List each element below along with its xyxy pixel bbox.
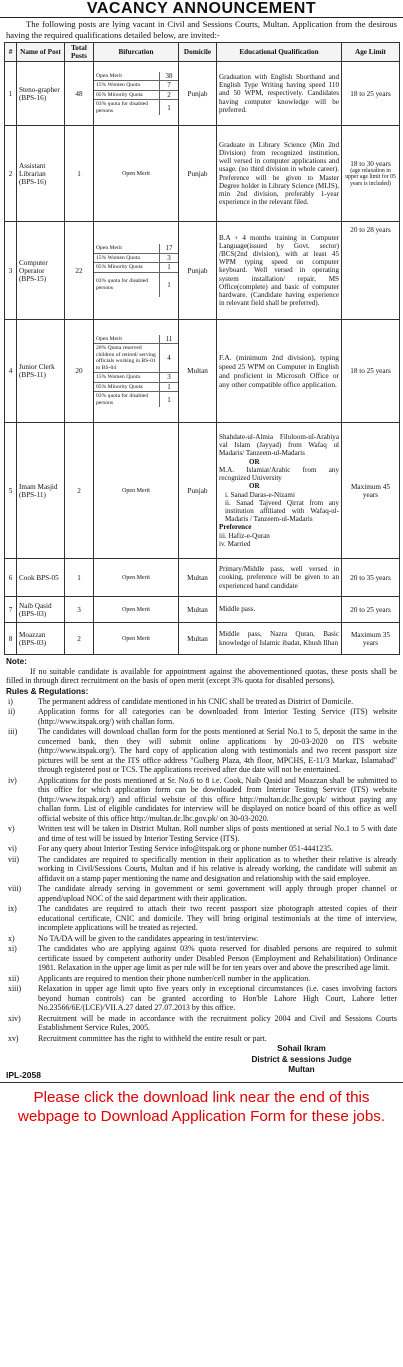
qualification: Middle pass, Nazra Quran, Basic knowledge of Islamic ibadat, Khush Ilhan — [217, 623, 342, 655]
rule-item — [8, 1034, 397, 1044]
bifurcation-cell: Open Merit — [94, 623, 179, 655]
row-number: 3 — [5, 222, 17, 320]
rule-text: The candidate already serving in government or semi government will apply through proper channel or append/upload NOC of the said department with their application. — [38, 884, 397, 903]
rule-number: iii) — [8, 727, 18, 737]
domicile: Punjab — [179, 62, 217, 126]
post-name: Computer Operator (BPS-15) — [17, 222, 65, 320]
col-header-bifurcation: Bifurcation — [94, 43, 179, 62]
qualification: B.A + 4 months training in Computer Language(issued by Govt. sector) /BCS(2nd division), with at least 45 WPM typing speed on computer keyboard. Well versed in operating system installation/ repair, MS Office(complete) and basic of computer hardware. (Candidate having experience in relevant field shall be preferred). — [217, 222, 342, 320]
rule-number: iv) — [8, 775, 17, 785]
rule-item — [8, 984, 397, 1013]
row-number: 2 — [5, 126, 17, 222]
post-name: Cook BPS-05 — [17, 559, 65, 597]
domicile: Punjab — [179, 423, 217, 559]
total-posts: 2 — [65, 423, 94, 559]
row-number: 5 — [5, 423, 17, 559]
total-posts: 48 — [65, 62, 94, 126]
rule-number: vi) — [8, 844, 17, 854]
age-limit: 18 to 30 years (age relaxation in upper age limit for 05 years is included) — [342, 126, 400, 222]
total-posts: 2 — [65, 623, 94, 655]
rule-item — [8, 934, 397, 944]
table-row — [5, 62, 400, 126]
bifurcation-cell: Open Merit — [94, 126, 179, 222]
post-name: Imam Masjid (BPS-11) — [17, 423, 65, 559]
total-posts: 1 — [65, 126, 94, 222]
qualification: Graduation with English Shorthand and English Type Writing having speed 110 and 50 WPM, respectively. Candidates having computer knowledge will be preferred. — [217, 62, 342, 126]
col-header-age: Age Limit — [342, 43, 400, 62]
row-number: 8 — [5, 623, 17, 655]
jobs-table — [4, 42, 400, 655]
rule-item — [8, 1014, 397, 1033]
rule-text: Written test will be taken in District Multan. Roll number slips of posts mentioned at serial No.1 to 5 with date and time of test will be issued by Interior Testing Service (ITS). — [38, 824, 397, 843]
col-header-qualification: Educational Qualification — [217, 43, 342, 62]
rule-item — [8, 974, 397, 984]
post-name: Junior Clerk (BPS-11) — [17, 320, 65, 423]
rule-item — [8, 884, 397, 903]
age-limit: 20 to 35 years — [342, 559, 400, 597]
domicile: Multan — [179, 320, 217, 423]
rule-item — [8, 697, 397, 707]
rule-number: vii) — [8, 854, 19, 864]
post-name: Steno-grapher (BPS-16) — [17, 62, 65, 126]
col-header-number: # — [5, 43, 17, 62]
rule-number: viii) — [8, 884, 22, 894]
qualification: Shahdate-ul-Almia Filuloom-ul-Arabiya val Islam (Jayyad) from Wafaq ul Madaris/ Tanzeem-ul-Madaris OR M.A. Islamiat/Arabic from any recognized University OR i. Sanad Daras-e-Nizami ii. Sanad Tajveed Qirrat from any institution affiliated with Wafaq-ul-Madaris / Tanzeem-ul-Madaris Preference iii. Hafiz-e-Quran iv. Married — [217, 423, 342, 559]
table-row — [5, 423, 400, 559]
table-row — [5, 559, 400, 597]
age-limit: 18 to 25 years — [342, 62, 400, 126]
note-title: Note: — [6, 657, 27, 666]
rule-text: Applications for the posts mentioned at Sr. No.6 to 8 i.e. Cook, Naib Qasid and Moazzan shall be submitted to this office for which application form can be downloaded from Interior Testing Service (ITS) website (http://www.itspak.org/) and official website of this office http://multan.dc.lhc.gov.pk/ without paying any challan form. List of eligible candidates for interview will be displayed on notice board of this office as well official website of this office http://multan.dc.lhc.gov.pk/ on 30-03-2020. — [38, 775, 397, 823]
rule-number: x) — [8, 933, 15, 943]
domicile: Multan — [179, 623, 217, 655]
bifurcation-cell: Open Merit 17 15% Women Quota 3 05% Minority Quota 1 03% quota for disabled persons 1 — [94, 222, 179, 320]
post-name: Naib Qasid (BPS-03) — [17, 597, 65, 623]
table-header-row — [5, 43, 400, 62]
rule-text: For any query about Interior Testing Service info@itspak.org or phone number 051-4441235. — [38, 844, 334, 854]
rule-item — [8, 944, 397, 973]
table-row — [5, 222, 400, 320]
bifurcation-cell: Open Merit 11 20% Quota reserved children of retired/ serving officials working in BS-01 to BS-04 4 15% Women Quota 3 05% Minority Quota 1 03% quota for disabled persons 1 — [94, 320, 179, 423]
domicile: Punjab — [179, 126, 217, 222]
age-limit: 20 to 28 years — [342, 222, 400, 320]
age-limit: 18 to 25 years — [342, 320, 400, 423]
total-posts: 22 — [65, 222, 94, 320]
row-number: 1 — [5, 62, 17, 126]
rule-item — [8, 824, 397, 843]
qualification: Primary/Middle pass, well versed in cooking, preference will be given to an experienced hand candidate — [217, 559, 342, 597]
ipl-code: IPL-2058 — [6, 1069, 41, 1080]
qualification: Middle pass. — [217, 597, 342, 623]
rule-text: No TA/DA will be given to the candidates appearing in test/interview. — [38, 933, 259, 943]
domicile: Punjab — [179, 222, 217, 320]
bifurcation-cell: Open Merit 38 15% Women Quota 7 05% Minority Quota 2 03% quota for disabled persons 1 — [94, 62, 179, 126]
rule-item — [8, 727, 397, 775]
table-row — [5, 597, 400, 623]
rule-item — [8, 844, 397, 854]
signature-name: Sohail Ikram — [277, 1044, 326, 1054]
rule-text: The permanent address of candidate mentioned in his CNIC shall be treated as District of Domicile. — [38, 696, 354, 706]
age-limit: 20 to 25 years — [342, 597, 400, 623]
bifurcation-cell: Open Merit — [94, 423, 179, 559]
post-name: Moazzan (BPS-03) — [17, 623, 65, 655]
rule-number: xii) — [8, 973, 19, 983]
rule-number: ix) — [8, 904, 17, 914]
bifurcation-cell: Open Merit — [94, 597, 179, 623]
rule-text: Application forms for all categories can be downloaded from Interior Testing Service (ITS) website (http://www.itspak.org/) with challan form. — [38, 707, 397, 726]
rules-title: Rules & Regulations: — [6, 686, 89, 696]
qualification: Graduate in Library Science (Min 2nd Division) from recognized institution, well versed in computer applications and usage. (no third division in whole career). Preference will be given to Master Degree holder in Library Science (MLIS), min 2nd division, preferably 1-year experience in the relevant filed. — [217, 126, 342, 222]
row-number: 4 — [5, 320, 17, 423]
table-row — [5, 320, 400, 423]
rule-number: xv) — [8, 1033, 19, 1043]
total-posts: 3 — [65, 597, 94, 623]
rule-item — [8, 707, 397, 726]
rule-text: The candidates are required to attach their two recent passport size photograph attested copies of their educational certificate, CNIC and domicile. They will bring original testimonials at the time of interview, incomplete applications will be treated as rejected. — [38, 904, 397, 933]
table-row — [5, 126, 400, 222]
signature-title: District & sessions Judge — [251, 1054, 352, 1064]
col-header-total: Total Posts — [65, 43, 94, 62]
rule-text: The candidates will download challan form for the posts mentioned at Serial No.1 to 5, deposit the same in the concerned bank, then they will submit online applications by 20-03-2020 on ITS website (http://www.itspak.org/). The hard copy of application along with testimonials and two recent passport size pictures will be sent at the ITS office address "Gulberg Plaza, 4th floor, MPCHS, E-11/3 Markaz, Islamabad" through registered post or TCS. The applications received after due date will not be entertained. — [38, 727, 397, 775]
rule-text: The candidates are required to specifically mention in their application as to whether their relative is already working in Civil/Sessions Courts, Multan and if his relative is already working, the candidate will submit an affidavit on a stamp paper mentioning the name and designation and relationship with the said employee. — [38, 854, 397, 883]
domicile: Multan — [179, 597, 217, 623]
rule-text: Applicants are required to mention their phone number/cell number in the application. — [38, 973, 311, 983]
row-number: 7 — [5, 597, 17, 623]
rule-text: The candidates who are applying against 03% quota reserved for disabled persons are required to submit certificate issued by competent authority under Disabled Person (Employment and Rehabilitation) Ordinance 1981. Relaxation in the upper age limit as per rule will be for ten years over and above the prescribed age limit. — [38, 944, 397, 973]
download-notice: Please click the download link near the end of this webpage to Download Application Form for these jobs. — [17, 1088, 386, 1125]
col-header-domicile: Domicile — [179, 43, 217, 62]
rule-item — [8, 855, 397, 884]
row-number: 6 — [5, 559, 17, 597]
note-text: If no suitable candidate is available for appointment against the abovementioned quotas, these posts shall be filled in through direct recruitment on the basis of open merit (except 3% quota for disabled persons). — [6, 666, 397, 686]
rule-item — [8, 904, 397, 933]
rules-list — [0, 697, 403, 1044]
total-posts: 1 — [65, 559, 94, 597]
bifurcation-cell: Open Merit — [94, 559, 179, 597]
signature-place: Multan — [288, 1065, 315, 1075]
rule-item — [8, 776, 397, 824]
col-header-post: Name of Post — [17, 43, 65, 62]
intro-paragraph: The following posts are lying vacant in Civil and Sessions Courts, Multan. Application from the desirous having the required qualifications detailed below, are invited:- — [6, 19, 397, 40]
total-posts: 20 — [65, 320, 94, 423]
note-section — [0, 655, 403, 686]
rule-text: Relaxation in upper age limit upto five years only in exceptional circumstances (i.e. cases involving factors beyond human controls) can be granted according to Hon'ble Lahore High Court, Lahore letter No.23566/6E/(LCE)/VII.A.27 dated 27.07.2013 by this office. — [38, 984, 397, 1013]
rule-number: v) — [8, 824, 15, 834]
domicile: Multan — [179, 559, 217, 597]
qualification: F.A. (minimum 2nd division), typing speed 25 WPM on Computer in English and proficient in Microsoft Office or any other compatible office application. — [217, 320, 342, 423]
page-title: VACANCY ANNOUNCEMENT — [0, 0, 403, 18]
rule-number: xiii) — [8, 984, 22, 994]
age-limit: Maximum 45 years — [342, 423, 400, 559]
rule-number: xiv) — [8, 1013, 21, 1023]
age-limit: Maximum 35 years — [342, 623, 400, 655]
rule-text: Recruitment committee has the right to withheld the entire result or part. — [38, 1033, 267, 1043]
rule-number: ii) — [8, 707, 16, 717]
rule-number: xi) — [8, 944, 17, 954]
table-row — [5, 623, 400, 655]
rule-text: Recruitment will be made in accordance with the recruitment policy 2004 and Civil and Sessions Courts Establishment Service Rules, 2005. — [38, 1013, 397, 1033]
post-name: Assistant Librarian (BPS-16) — [17, 126, 65, 222]
rule-number: i) — [8, 696, 13, 706]
